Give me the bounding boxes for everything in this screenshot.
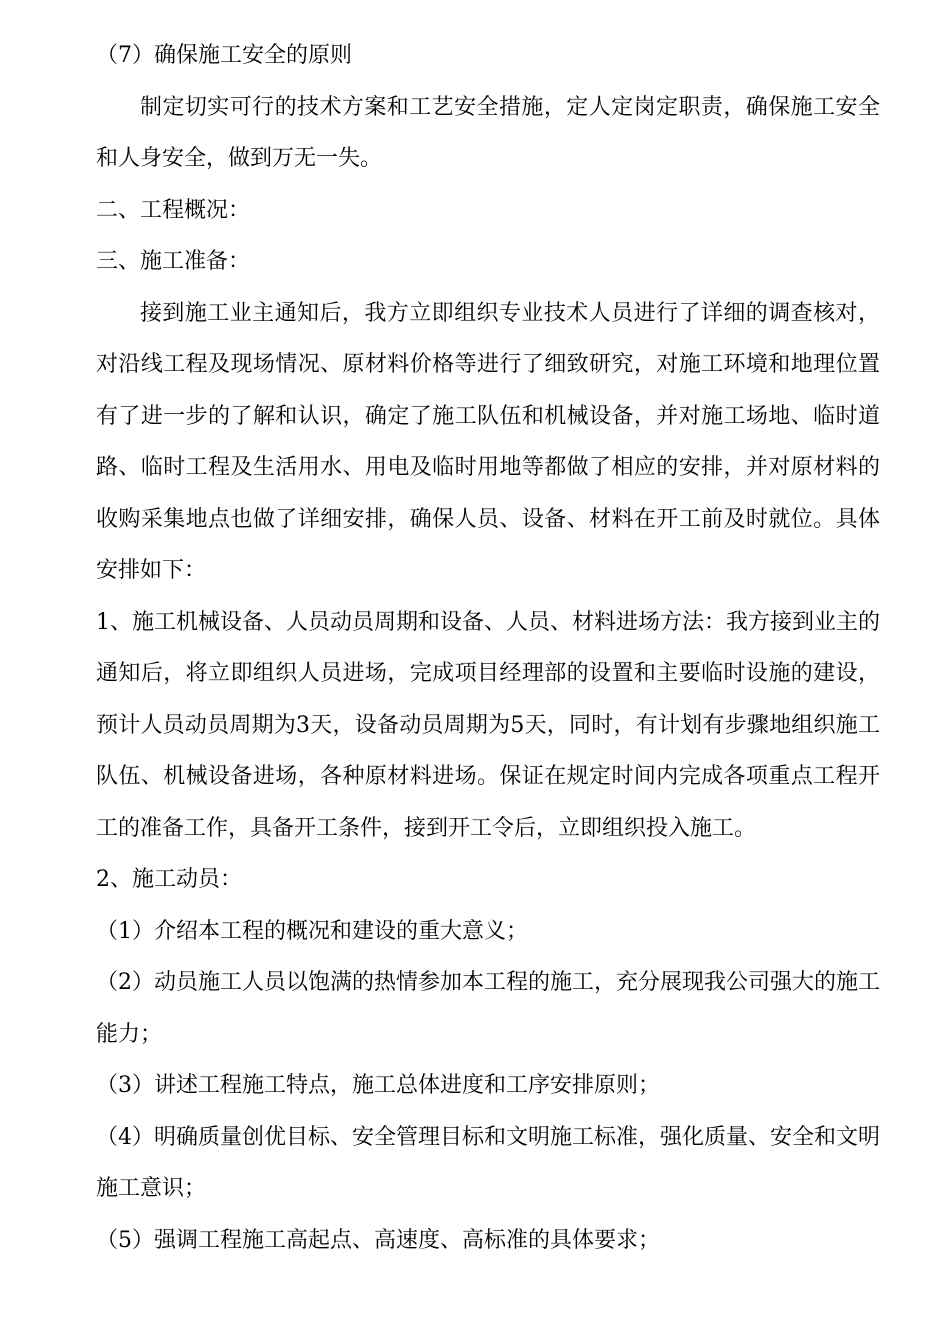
sub-item-2: （2）动员施工人员以饱满的热情参加本工程的施工，充分展现我公司强大的施工能力； [96, 970, 880, 1047]
principle-7-body: 制定切实可行的技术方案和工艺安全措施，定人定岗定职责，确保施工安全和人身安全，做到万无一失。 [96, 94, 880, 171]
section-3-intro-paragraph: 接到施工业主通知后，我方立即组织专业技术人员进行了详细的调查核对，对沿线工程及现场情况、原材料价格等进行了细致研究，对施工环境和地理位置有了进一步的了解和认识，确定了施工队伍和机械设备，并对施工场地、临时道路、临时工程及生活用水、用电及临时用地等都做了相应的安排，并对原材料的收购采集地点也做了详细安排，确保人员、设备、材料在开工前及时就位。具体安排如下： [96, 300, 880, 583]
item-2-heading: 2、施工动员： [96, 867, 242, 892]
sub-item-3: （3）讲述工程施工特点，施工总体进度和工序安排原则； [96, 1073, 660, 1098]
item-1-mobilization-method: 1、施工机械设备、人员动员周期和设备、人员、材料进场方法：我方接到业主的通知后，将立即组织人员进场，完成项目经理部的设置和主要临时设施的建设，预计人员动员周期为3天，设备动员周期为5天，同时，有计划有步骤地组织施工队伍、机械设备进场，各种原材料进场。保证在规定时间内完成各项重点工程开工的准备工作，具备开工条件，接到开工令后，立即组织投入施工。 [96, 609, 880, 841]
document-page [96, 30, 880, 1266]
sub-item-5: （5）强调工程施工高起点、高速度、高标准的具体要求； [96, 1227, 660, 1253]
section-2-heading: 二、工程概况： [96, 197, 251, 223]
section-3-heading: 三、施工准备： [96, 249, 251, 274]
sub-item-1: （1）介绍本工程的概况和建设的重大意义； [96, 918, 528, 944]
sub-item-4: （4）明确质量创优目标、安全管理目标和文明施工标准，强化质量、安全和文明施工意识； [96, 1124, 880, 1201]
principle-7-heading: （7）确保施工安全的原则 [96, 43, 352, 68]
